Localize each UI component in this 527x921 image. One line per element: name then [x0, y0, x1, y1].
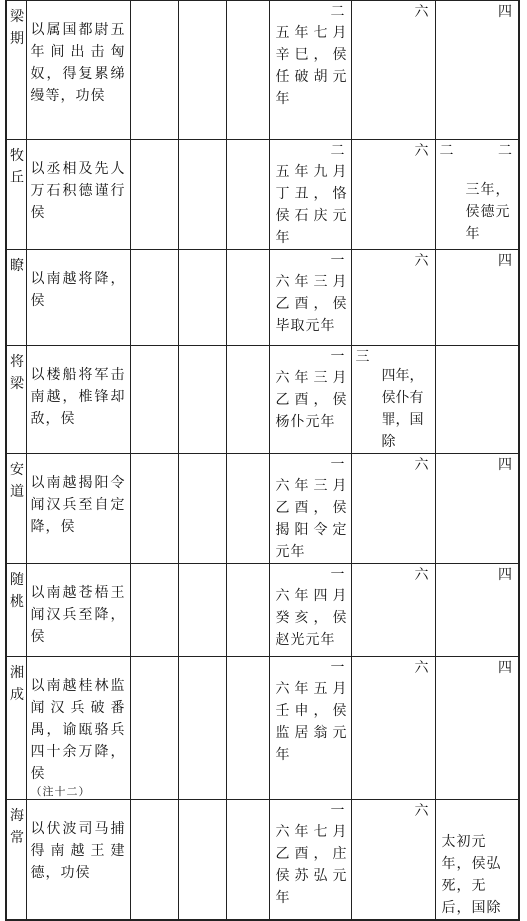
empty-cell: [226, 140, 269, 250]
reign-record: 五年九月丁丑，恪侯石庆元年: [275, 164, 348, 246]
marquis-table: [5, 0, 520, 921]
empty-cell: [130, 250, 178, 346]
reign-cell-3: [435, 1, 519, 140]
empty-cell: [130, 346, 178, 454]
year-count: 六: [414, 567, 429, 583]
fief-name: 随桃: [6, 564, 26, 657]
reign-record: 六年三月乙酉，侯揭阳令定元年: [275, 478, 348, 560]
year-count: 二: [330, 143, 345, 159]
enfeoffment-reason: 以南越揭阳令闻汉兵至自定降，侯: [26, 454, 130, 564]
year-count: 二: [330, 4, 345, 20]
reign-record: [352, 159, 435, 175]
table-row: [6, 564, 519, 657]
reign-cell-2: [351, 250, 435, 346]
year-count-left: 二: [439, 143, 454, 159]
empty-cell: [178, 140, 226, 250]
year-count: 六: [414, 143, 429, 159]
reign-cell-1: [269, 454, 351, 564]
empty-cell: [130, 564, 178, 657]
year-count: 四: [498, 4, 512, 20]
reign-record: [436, 676, 519, 696]
table-row: [6, 346, 519, 454]
year-count: 六: [414, 4, 429, 20]
reign-record: [436, 269, 519, 289]
reign-cell-2: [351, 1, 435, 140]
reign-cell-1: [269, 800, 351, 921]
table-row: [6, 140, 519, 250]
year-count: 一: [330, 253, 345, 269]
empty-cell: [178, 657, 226, 800]
empty-cell: [130, 454, 178, 564]
enfeoffment-reason: 以丞相及先人万石积德谨行侯: [26, 140, 130, 250]
table-row: [6, 800, 519, 921]
year-count: 六: [414, 803, 429, 819]
reign-cell-2: [351, 800, 435, 921]
empty-cell: [178, 800, 226, 921]
fief-name: 安道: [6, 454, 26, 564]
enfeoffment-reason: 以南越桂林监闻汉兵破番禺，谕瓯骆兵四十余万降，侯 （注十二）: [26, 657, 130, 800]
reign-cell-1: [269, 1, 351, 140]
reign-record: 太初元年，侯弘死，无后，国除: [441, 834, 502, 916]
reign-cell-1: [269, 250, 351, 346]
year-count: 四: [498, 660, 512, 676]
reign-record: 五年七月辛巳，侯任破胡元年: [275, 25, 348, 107]
fief-name: 将梁: [6, 346, 26, 454]
empty-cell: [178, 454, 226, 564]
year-count: 一: [330, 567, 345, 583]
reign-cell-1: [269, 657, 351, 800]
reign-record: [436, 20, 519, 40]
year-count: 六: [414, 253, 429, 269]
year-count: 一: [330, 349, 345, 365]
year-count: 六: [414, 457, 429, 473]
reign-cell-3: [435, 140, 519, 250]
year-count: 四: [498, 253, 512, 269]
reign-record: [436, 473, 519, 493]
reign-cell-1: [269, 140, 351, 250]
reign-record: [352, 20, 435, 36]
year-count: 一: [330, 660, 345, 676]
reign-record: 六年七月乙酉，庄侯苏弘元年: [275, 824, 348, 906]
reign-record: 六年四月癸亥，侯赵光元年: [275, 588, 348, 648]
empty-cell: [226, 657, 269, 800]
empty-cell: [130, 140, 178, 250]
enfeoffment-reason: 以南越将降，侯: [26, 250, 130, 346]
enfeoffment-reason: 以楼船将军击南越，椎锋却敌，侯: [26, 346, 130, 454]
table-row: [6, 657, 519, 800]
empty-cell: [226, 454, 269, 564]
year-count: 二: [498, 143, 512, 159]
reign-cell-2: [351, 564, 435, 657]
reign-cell-3: [435, 346, 519, 454]
fief-name: 牧丘: [6, 140, 26, 250]
year-count: 一: [330, 457, 345, 473]
reign-record: [352, 819, 435, 835]
reign-cell-2: [351, 346, 435, 454]
enfeoffment-reason: 以属国都尉五年间出击匈奴，得复累绨缦等，功侯: [26, 1, 130, 140]
reign-cell-3: [435, 800, 519, 921]
empty-cell: [226, 346, 269, 454]
empty-cell: [226, 800, 269, 921]
fief-name: 海常: [6, 800, 26, 921]
table-row: [6, 454, 519, 564]
empty-cell: [178, 346, 226, 454]
reign-cell-3: [435, 454, 519, 564]
table-row: [6, 250, 519, 346]
reign-record: [352, 583, 435, 599]
year-count: 四: [498, 567, 512, 583]
reign-record: [436, 583, 519, 603]
reign-cell-3: [435, 250, 519, 346]
empty-cell: [130, 657, 178, 800]
reign-record: 六年三月乙酉，侯毕取元年: [275, 274, 348, 334]
empty-cell: [178, 250, 226, 346]
reign-record: [352, 676, 435, 692]
table-row: [6, 1, 519, 140]
enfeoffment-reason: 以伏波司马捕得南越王建德，功侯: [26, 800, 130, 921]
empty-cell: [178, 564, 226, 657]
year-count: 四: [498, 457, 512, 473]
reign-cell-2: [351, 140, 435, 250]
year-count: 六: [414, 660, 429, 676]
reign-cell-2: [351, 454, 435, 564]
reign-record: [352, 473, 435, 489]
reign-cell-1: [269, 346, 351, 454]
empty-cell: [226, 564, 269, 657]
reign-record: [352, 269, 435, 285]
fief-name: 湘成: [6, 657, 26, 800]
fief-name: 梁期: [6, 1, 26, 140]
empty-cell: [226, 1, 269, 140]
reign-record: 六年三月乙酉，侯杨仆元年: [275, 370, 348, 430]
reign-record: 六年五月壬申，侯监居翁元年: [275, 681, 348, 763]
empty-cell: [130, 800, 178, 921]
reign-cell-1: [269, 564, 351, 657]
reign-record: 四年，侯仆有罪，国除: [381, 368, 424, 450]
annotation-note: （注十二）: [30, 785, 91, 798]
reign-cell-3: [435, 657, 519, 800]
year-count: 一: [330, 803, 345, 819]
reign-record: [436, 349, 519, 369]
reign-cell-2: [351, 657, 435, 800]
year-count-left: 三: [355, 349, 370, 365]
empty-cell: [130, 1, 178, 140]
empty-cell: [178, 1, 226, 140]
reign-record: 三年，侯德元年: [465, 182, 511, 242]
enfeoffment-reason: 以南越苍梧王闻汉兵至降，侯: [26, 564, 130, 657]
fief-name: 瞭: [6, 250, 26, 346]
empty-cell: [226, 250, 269, 346]
reign-cell-3: [435, 564, 519, 657]
